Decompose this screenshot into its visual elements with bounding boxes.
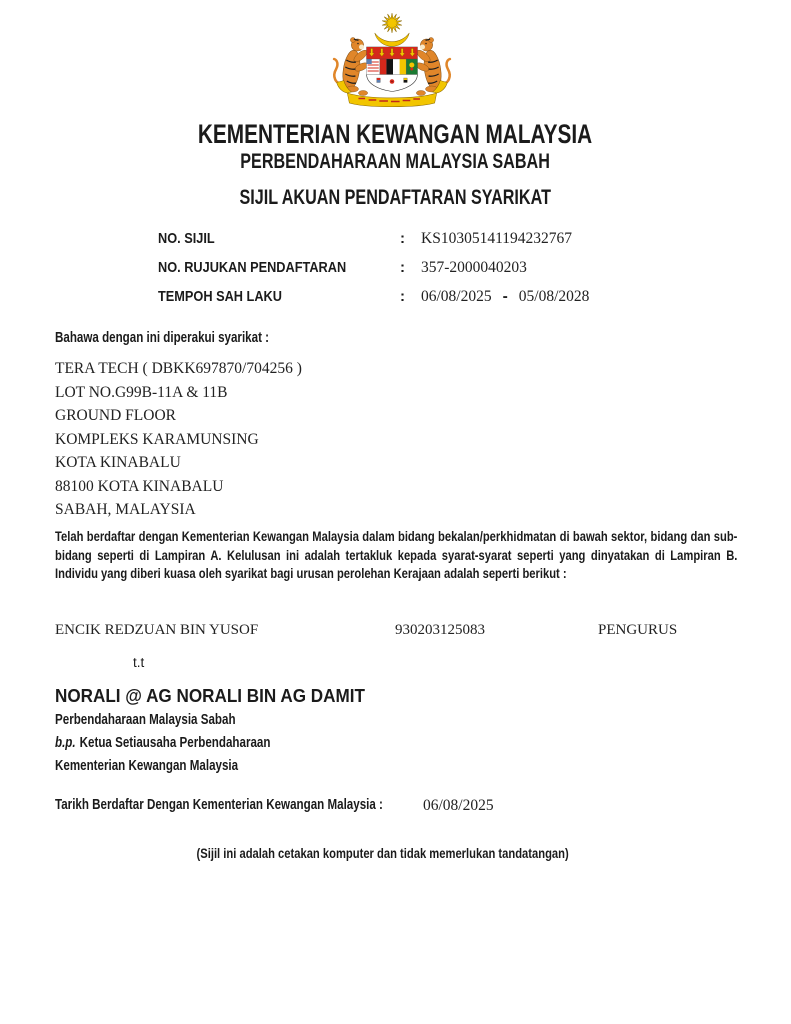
separator: :	[400, 230, 405, 247]
signatory-org-line2: Kementerian Kewangan Malaysia	[55, 758, 239, 774]
separator: :	[400, 259, 405, 276]
validity-end-date: 05/08/2028	[518, 288, 590, 305]
company-address-line: KOMPLEKS KARAMUNSING	[55, 430, 259, 448]
registered-date-label: Tarikh Berdaftar Dengan Kementerian Kewangan Malaysia :	[55, 797, 383, 813]
company-address-line: KOTA KINABALU	[55, 454, 181, 471]
certificate-number-label: NO. SIJIL	[158, 230, 215, 247]
certificate-number-row	[158, 230, 589, 248]
company-address-line: SABAH, MALAYSIA	[55, 501, 196, 518]
validity-period-label: TEMPOH SAH LAKU	[158, 288, 282, 305]
authorized-person-ic: 930203125083	[395, 622, 485, 638]
certificate-title: SIJIL AKUAN PENDAFTARAN SYARIKAT	[239, 186, 552, 209]
registration-details	[158, 230, 589, 317]
validity-period-value	[421, 288, 589, 306]
authorized-person-row	[55, 622, 745, 639]
separator: :	[400, 288, 405, 305]
ministry-title: KEMENTERIAN KEWANGAN MALAYSIA	[198, 119, 593, 149]
reference-number-row	[158, 259, 589, 277]
authorized-person-position: PENGURUS	[598, 622, 678, 638]
company-name: TERA TECH ( DBKK697870/704256 )	[55, 360, 302, 377]
company-address-block	[55, 357, 302, 522]
signatory-bp-line	[55, 735, 324, 751]
signature-tt-mark: t.t	[133, 655, 145, 670]
bp-title: Ketua Setiausaha Perbendaharaan	[79, 735, 271, 751]
company-address-line: LOT NO.G99B-11A & 11B	[55, 383, 228, 401]
signatory-org-line1: Perbendaharaan Malaysia Sabah	[55, 712, 236, 728]
date-range-dash: -	[502, 288, 508, 305]
reference-number-label: NO. RUJUKAN PENDAFTARAN	[158, 259, 347, 276]
validity-start-date: 06/08/2025	[421, 288, 492, 305]
registration-statement: Telah berdaftar dengan Kementerian Kewangan Malaysia dalam bidang bekalan/perkhidmatan di bawah sektor, bidang dan sub-bidang seperti di Lampiran A. Kelulusan ini adalah tertakluk kepada syarat-syarat seperti yang dinyatakan di Lampiran B. Individu yang diberi kuasa oleh syarikat bagi urusan perolehan Kerajaan adalah seperti berikut :	[55, 528, 738, 582]
validity-period-row	[158, 288, 589, 306]
certified-intro: Bahawa dengan ini diperakui syarikat :	[55, 330, 270, 346]
company-address-line: 88100 KOTA KINABALU	[55, 477, 224, 495]
bp-abbrev: b.p.	[55, 735, 76, 751]
authorized-person-name: ENCIK REDZUAN BIN YUSOF	[55, 622, 259, 638]
computer-printed-note: (Sijil ini adalah cetakan komputer dan tidak memerlukan tandatangan)	[196, 845, 569, 861]
registered-date-value: 06/08/2025	[423, 797, 494, 814]
certificate-number-value: KS10305141194232767	[421, 230, 572, 247]
reference-number-value: 357-2000040203	[421, 259, 527, 276]
department-title: PERBENDAHARAAN MALAYSIA SABAH	[240, 150, 551, 173]
malaysia-coat-of-arms-icon	[326, 8, 458, 108]
signatory-name: NORALI @ AG NORALI BIN AG DAMIT	[55, 686, 365, 706]
company-address-line: GROUND FLOOR	[55, 407, 176, 424]
